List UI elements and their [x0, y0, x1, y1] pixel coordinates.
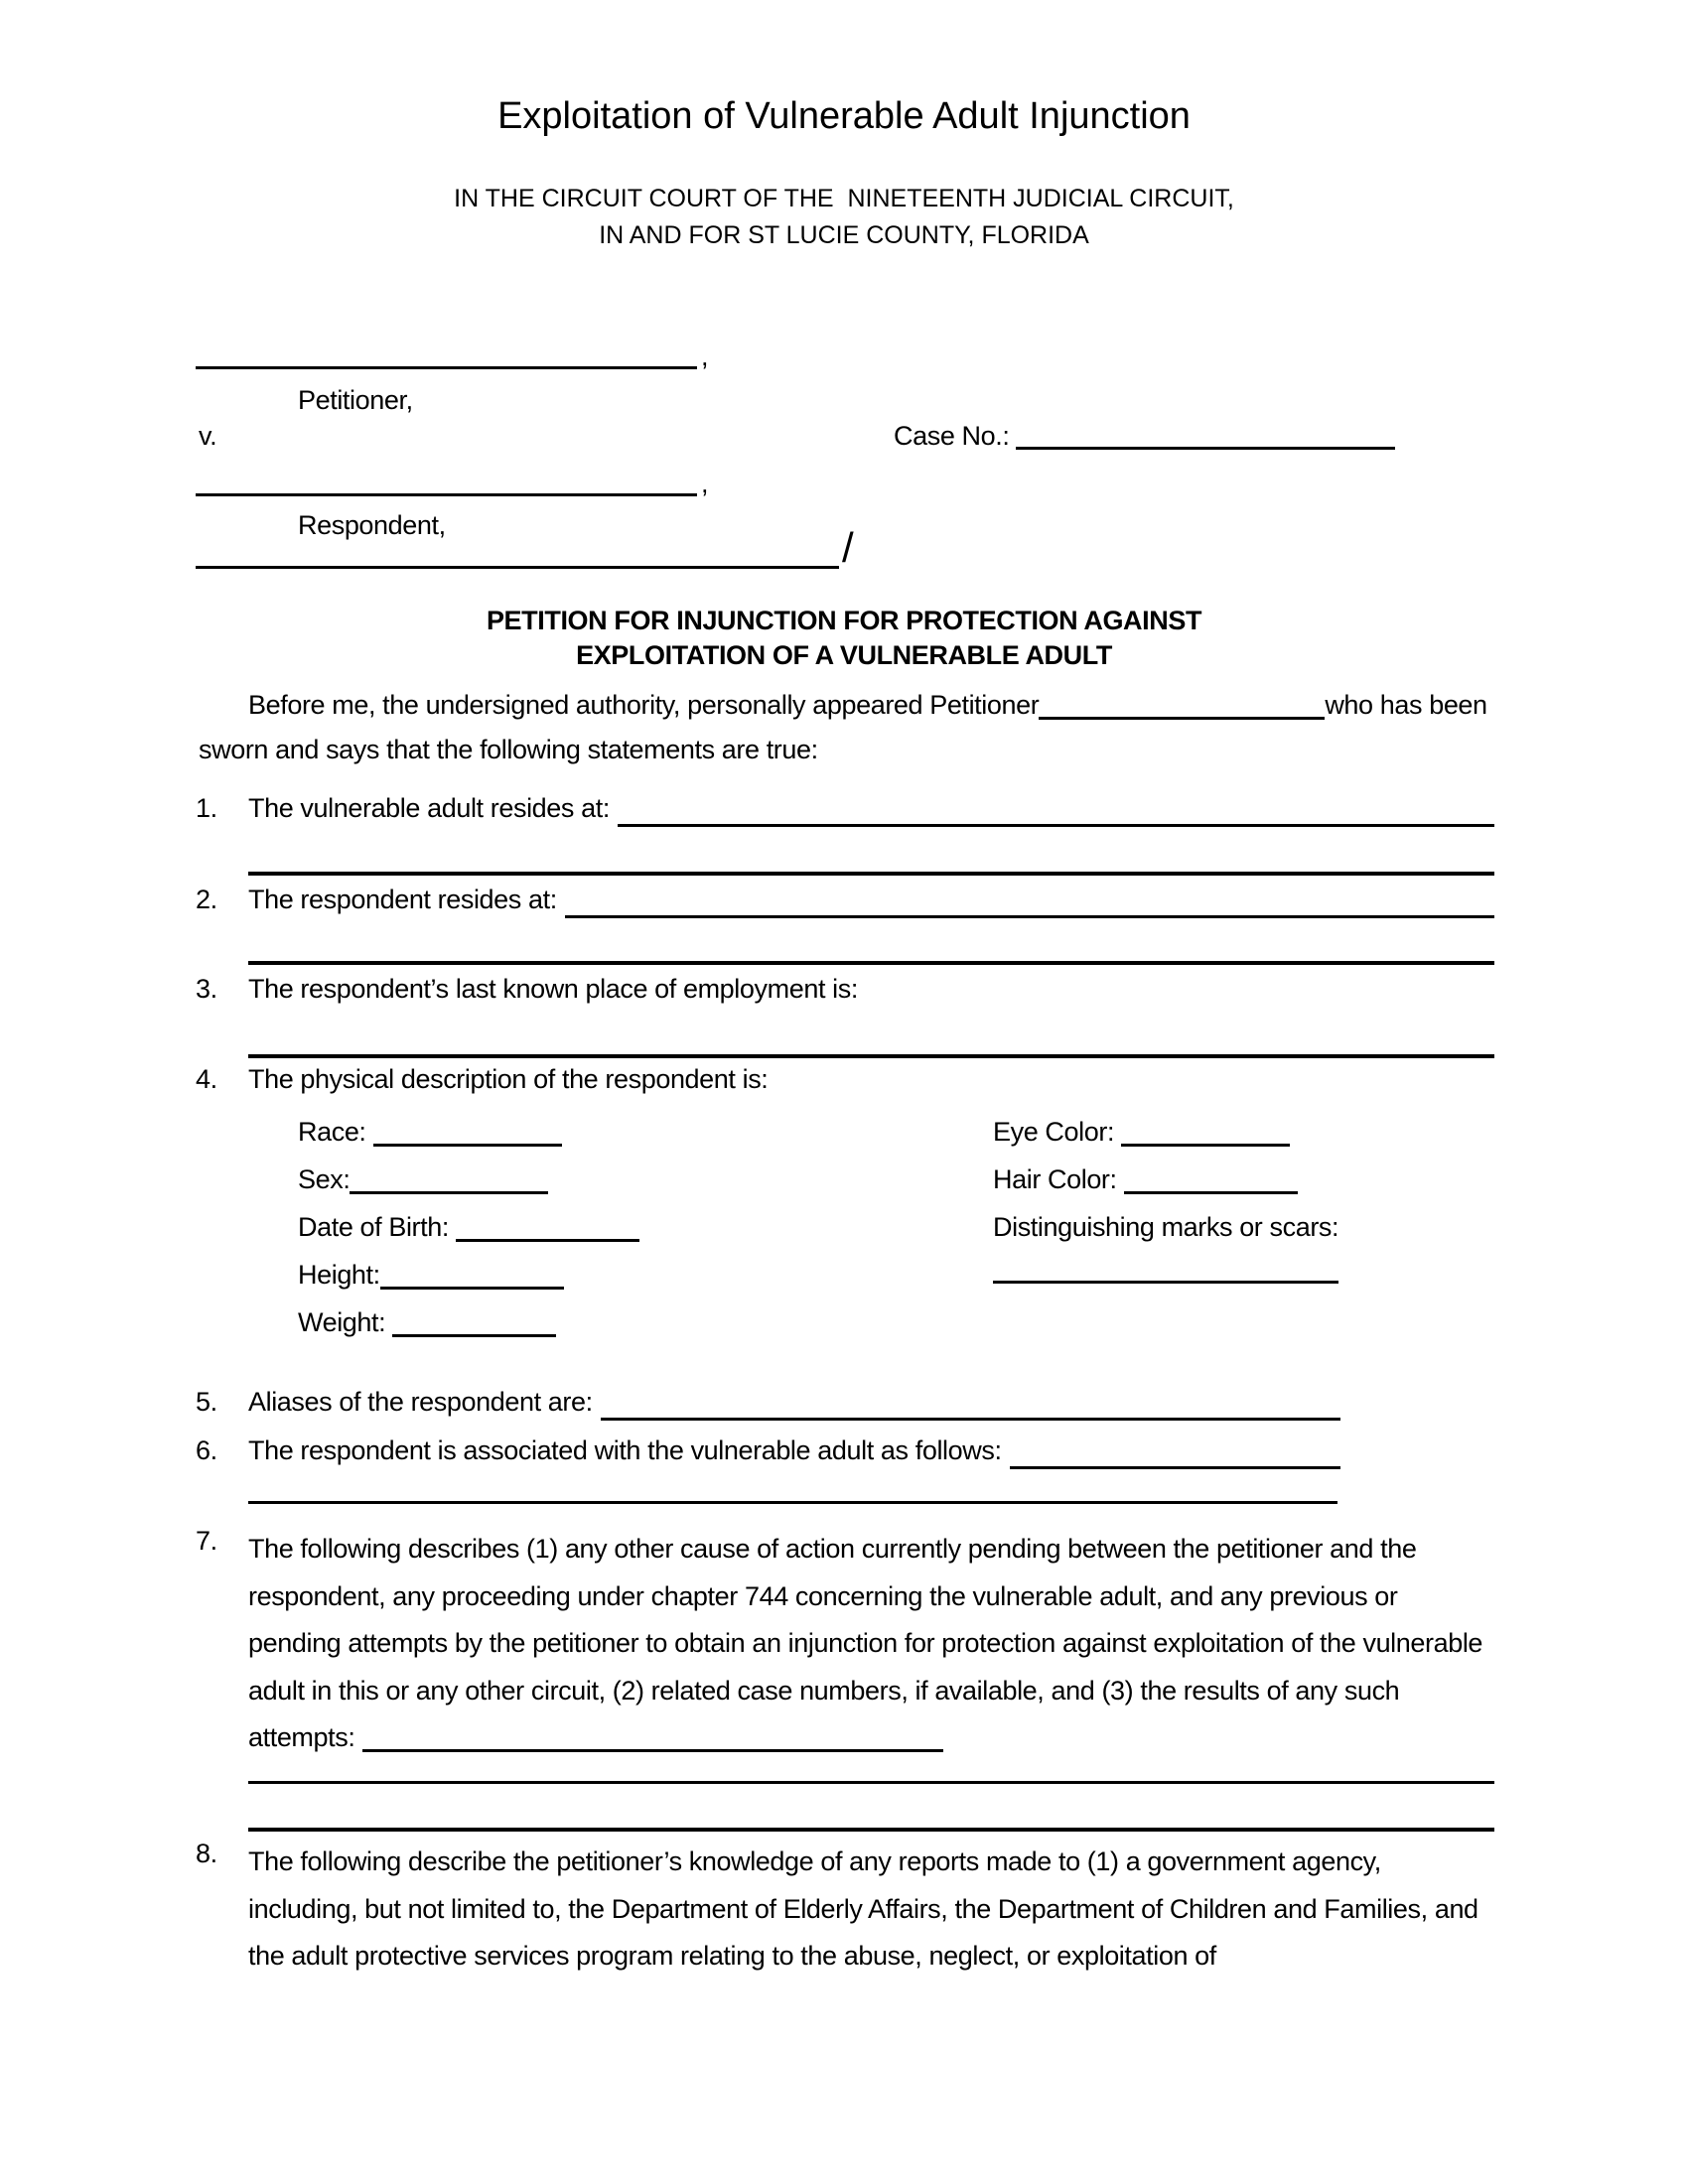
form-item-1 [196, 793, 1494, 827]
eye-color-label: Eye Color: [993, 1117, 1115, 1147]
height-field [298, 1260, 564, 1291]
form-item-3 [196, 974, 1494, 1008]
item-7-blank-line-3[interactable] [248, 1828, 1494, 1832]
item-8-number: 8. [196, 1839, 217, 1868]
form-item-5 [196, 1387, 1340, 1421]
item-2-blank[interactable] [565, 886, 1494, 918]
form-item-8 [248, 1839, 1495, 1980]
case-no-label: Case No.: [894, 421, 1010, 451]
item-6-blank[interactable] [1010, 1436, 1340, 1469]
form-item-6 [196, 1435, 1340, 1469]
item-3-blank-line[interactable] [248, 1054, 1494, 1058]
weight-label: Weight: [298, 1307, 386, 1337]
dob-field [298, 1212, 639, 1243]
item-7-text: The following describes (1) any other cause of action currently pending between the petitioner and the respondent, any proceeding under chapter 744 concerning the vulnerable adult, and any previous or pending attempts by the petitioner to obtain an injunction for protection against exploitation of the vulnerable adult in this or any other circuit, (2) related case numbers, if available, and (3) the results of any such attempts: [248, 1534, 1483, 1752]
form-item-7 [248, 1526, 1495, 1762]
eye-color-field [993, 1117, 1290, 1148]
intro-paragraph [199, 683, 1494, 772]
court-name-line-1: IN THE CIRCUIT COURT OF THE NINETEENTH JUDICIAL CIRCUIT, [454, 185, 1234, 212]
sex-blank[interactable] [350, 1165, 548, 1194]
item-7-blank[interactable] [362, 1723, 943, 1752]
item-2-blank-line-2[interactable] [248, 961, 1494, 965]
item-2-number: 2. [196, 885, 217, 914]
dob-blank[interactable] [456, 1213, 639, 1242]
eye-color-blank[interactable] [1121, 1118, 1290, 1147]
height-blank[interactable] [380, 1261, 564, 1290]
versus-label: v. [199, 421, 217, 451]
item-3-text: The respondent’s last known place of employment is: [248, 974, 858, 1004]
marks-blank[interactable] [993, 1281, 1338, 1284]
case-no-blank[interactable] [1016, 447, 1395, 450]
weight-field [298, 1307, 556, 1338]
sex-field [298, 1164, 548, 1195]
item-5-text: Aliases of the respondent are: [248, 1387, 593, 1417]
petitioner-name-blank[interactable] [196, 366, 697, 369]
caption-end-line [196, 566, 839, 569]
hair-color-blank[interactable] [1124, 1165, 1298, 1194]
item-7-number: 7. [196, 1526, 217, 1556]
respondent-label: Respondent, [298, 510, 446, 540]
item-1-blank[interactable] [618, 794, 1494, 827]
intro-tail-text: who has [1325, 690, 1423, 720]
item-3-number: 3. [196, 974, 217, 1004]
race-label: Race: [298, 1117, 366, 1147]
intro-lead-text: Before me, the undersigned authority, personally appeared Petitioner [248, 690, 1040, 720]
item-1-text: The vulnerable adult resides at: [248, 793, 610, 823]
item-5-blank[interactable] [601, 1388, 1340, 1421]
caption-end-slash: / [842, 524, 854, 571]
petitioner-label: Petitioner, [298, 385, 413, 415]
height-label: Height: [298, 1260, 380, 1290]
petitioner-inline-blank[interactable] [1039, 691, 1325, 720]
weight-blank[interactable] [392, 1308, 556, 1337]
hair-color-field [993, 1164, 1298, 1195]
hair-color-label: Hair Color: [993, 1164, 1117, 1194]
item-1-number: 1. [196, 793, 217, 823]
item-7-blank-line-2[interactable] [248, 1781, 1494, 1784]
petition-heading-line-2: EXPLOITATION OF A VULNERABLE ADULT [576, 640, 1112, 670]
item-6-text: The respondent is associated with the vulnerable adult as follows: [248, 1435, 1002, 1465]
respondent-name-blank[interactable] [196, 493, 697, 496]
court-name-line-2: IN AND FOR ST LUCIE COUNTY, FLORIDA [599, 221, 1089, 249]
item-1-blank-line-2[interactable] [248, 872, 1494, 876]
petitioner-blank-comma: , [701, 341, 709, 371]
intro-line2-text: been sworn and says that the following statements are true: [199, 690, 1487, 764]
item-6-number: 6. [196, 1435, 217, 1465]
respondent-blank-comma: , [701, 469, 709, 498]
marks-label: Distinguishing marks or scars: [993, 1212, 1339, 1242]
item-5-number: 5. [196, 1387, 217, 1417]
item-4-text: The physical description of the respondent is: [248, 1064, 769, 1094]
page-title: Exploitation of Vulnerable Adult Injunction [497, 95, 1191, 137]
sex-label: Sex: [298, 1164, 351, 1194]
form-item-4 [196, 1064, 1494, 1098]
form-item-2 [196, 885, 1494, 918]
race-blank[interactable] [373, 1118, 562, 1147]
petition-heading-line-1: PETITION FOR INJUNCTION FOR PROTECTION AGAINST [486, 606, 1202, 635]
race-field [298, 1117, 562, 1148]
item-2-text: The respondent resides at: [248, 885, 557, 914]
item-4-number: 4. [196, 1064, 217, 1094]
dob-label: Date of Birth: [298, 1212, 449, 1242]
item-6-blank-line-2[interactable] [248, 1501, 1337, 1504]
item-8-text: The following describe the petitioner’s knowledge of any reports made to (1) a government agency, including, but not limited to, the Department of Elderly Affairs, the Department of Children and Families, and the adult protective services program relating to the abuse, neglect, or exploitation of [248, 1846, 1478, 1971]
